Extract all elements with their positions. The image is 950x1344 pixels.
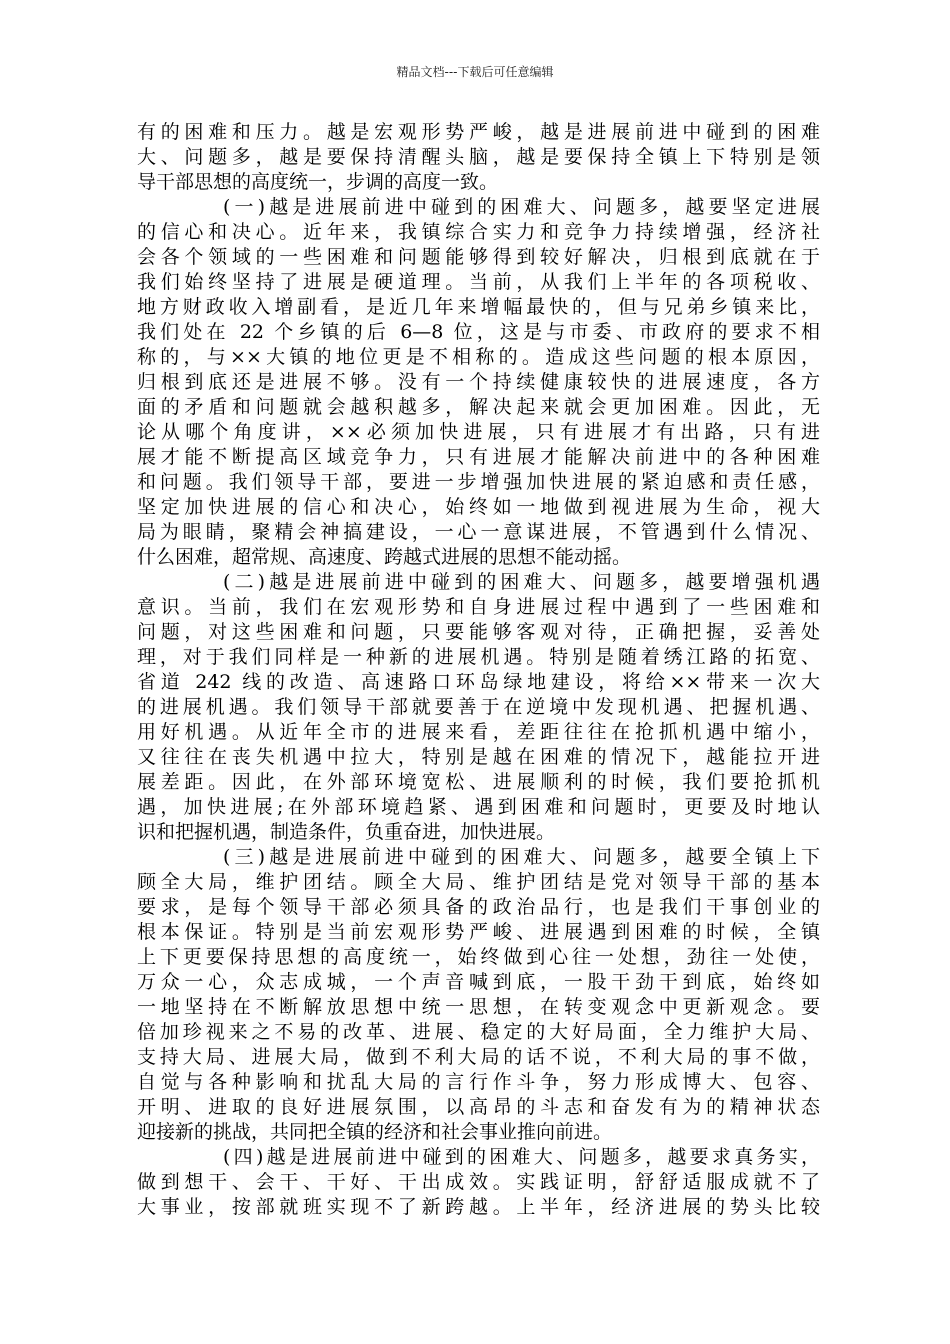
paragraph-first-line: (四)越是进展前进中碰到的困难大、问题多，越要求真务实， xyxy=(223,1146,820,1168)
text-line: 的信心和决心。近年来，我镇综合实力和竞争力持续增强，经济社 xyxy=(137,221,820,243)
text-line: 和问题。我们领导干部，要进一步增强加快进展的紧迫感和责任感， xyxy=(137,471,820,493)
text-line: 上下更要保持思想的高度统一，始终做到心往一处想，劲往一处使， xyxy=(137,946,820,968)
text-line: 展差距。因此，在外部环境宽松、进展顺利的时候，我们要抢抓机 xyxy=(137,771,820,793)
text-line: 自觉与各种影响和扰乱大局的言行作斗争，努力形成博大、包容、 xyxy=(137,1071,820,1093)
paragraph-first-line: (二)越是进展前进中碰到的困难大、问题多，越要增强机遇 xyxy=(223,571,820,593)
text-line: 识和把握机遇，制造条件，负重奋进，加快进展。 xyxy=(137,821,556,843)
text-line: 导干部思想的高度统一，步调的高度一致。 xyxy=(137,171,499,193)
text-line: 有的困难和压力。越是宏观形势严峻，越是进展前进中碰到的困难 xyxy=(137,121,820,143)
text-line: 万众一心，众志成城，一个声音喊到底，一股干劲干到底，始终如 xyxy=(137,971,820,993)
text-line: 支持大局、进展大局，做到不利大局的话不说，不利大局的事不做， xyxy=(137,1046,820,1068)
document-body xyxy=(137,120,820,1220)
text-line: 大事业，按部就班实现不了新跨越。上半年，经济进展的势头比较 xyxy=(137,1196,820,1218)
text-line: 归根到底还是进展不够。没有一个持续健康较快的进展速度，各方 xyxy=(137,371,820,393)
text-line: 大、问题多，越是要保持清醒头脑，越是要保持全镇上下特别是领 xyxy=(137,146,820,168)
text-line: 迎接新的挑战，共同把全镇的经济和社会事业推向前进。 xyxy=(137,1121,613,1143)
text-line: 顾全大局，维护团结。顾全大局、维护团结是党对领导干部的基本 xyxy=(137,871,820,893)
text-line: 根本保证。特别是当前宏观形势严峻、进展遇到困难的时候，全镇 xyxy=(137,921,820,943)
text-line: 一地坚持在不断解放思想中统一思想，在转变观念中更新观念。要 xyxy=(137,996,820,1018)
paragraph-first-line: (一)越是进展前进中碰到的困难大、问题多，越要坚定进展 xyxy=(223,196,820,218)
text-line: 开明、进取的良好进展氛围，以高昂的斗志和奋发有为的精神状态 xyxy=(137,1096,820,1118)
text-line: 意识。当前，我们在宏观形势和自身进展过程中遇到了一些困难和 xyxy=(137,596,820,618)
text-line: 理，对于我们同样是一种新的进展机遇。特别是随着绣江路的拓宽、 xyxy=(137,646,820,668)
text-line: 倍加珍视来之不易的改革、进展、稳定的大好局面，全力维护大局、 xyxy=(137,1021,820,1043)
text-line: 的进展机遇。我们领导干部就要善于在逆境中发现机遇、把握机遇、 xyxy=(137,696,820,718)
text-line: 面的矛盾和问题就会越积越多，解决起来就会更加困难。因此，无 xyxy=(137,396,820,418)
text-line: 坚定加快进展的信心和决心，始终如一地做到视进展为生命，视大 xyxy=(137,496,820,518)
text-line: 问题，对这些困难和问题，只要能够客观对待，正确把握，妥善处 xyxy=(137,621,820,643)
text-line: 地方财政收入增副看，是近几年来增幅最快的，但与兄弟乡镇来比， xyxy=(137,296,820,318)
text-line: 会各个领域的一些困难和问题能够得到较好解决，归根到底就在于 xyxy=(137,246,820,268)
text-line: 我们始终坚持了进展是硬道理。当前，从我们上半年的各项税收、 xyxy=(137,271,820,293)
page-header: 精品文档---下载后可任意编辑 xyxy=(396,65,554,79)
paragraph-first-line: (三)越是进展前进中碰到的困难大、问题多，越要全镇上下 xyxy=(223,846,820,868)
text-line: 称的，与××大镇的地位更是不相称的。造成这些问题的根本原因， xyxy=(137,346,820,368)
text-line: 做到想干、会干、干好、干出成效。实践证明，舒舒适服成就不了 xyxy=(137,1171,820,1193)
text-line: 省道 242 线的改造、高速路口环岛绿地建设，将给××带来一次大 xyxy=(137,671,820,693)
text-line: 局为眼睛，聚精会神搞建设，一心一意谋进展，不管遇到什么情况、 xyxy=(137,521,820,543)
text-line: 遇，加快进展;在外部环境趋紧、遇到困难和问题时，更要及时地认 xyxy=(137,796,820,818)
text-line: 我们处在 22 个乡镇的后 6—8 位，这是与市委、市政府的要求不相 xyxy=(137,321,820,343)
text-line: 论从哪个角度讲，××必须加快进展，只有进展才有出路，只有进 xyxy=(137,421,820,443)
text-line: 什么困难，超常规、高速度、跨越式进展的思想不能动摇。 xyxy=(137,546,632,568)
text-line: 展才能不断提高区域竞争力，只有进展才能解决前进中的各种困难 xyxy=(137,446,820,468)
text-line: 要求，是每个领导干部必须具备的政治品行，也是我们干事创业的 xyxy=(137,896,820,918)
text-line: 又往往在丧失机遇中拉大，特别是越在困难的情况下，越能拉开进 xyxy=(137,746,820,768)
text-line: 用好机遇。从近年全市的进展来看，差距往往在抢抓机遇中缩小， xyxy=(137,721,820,743)
